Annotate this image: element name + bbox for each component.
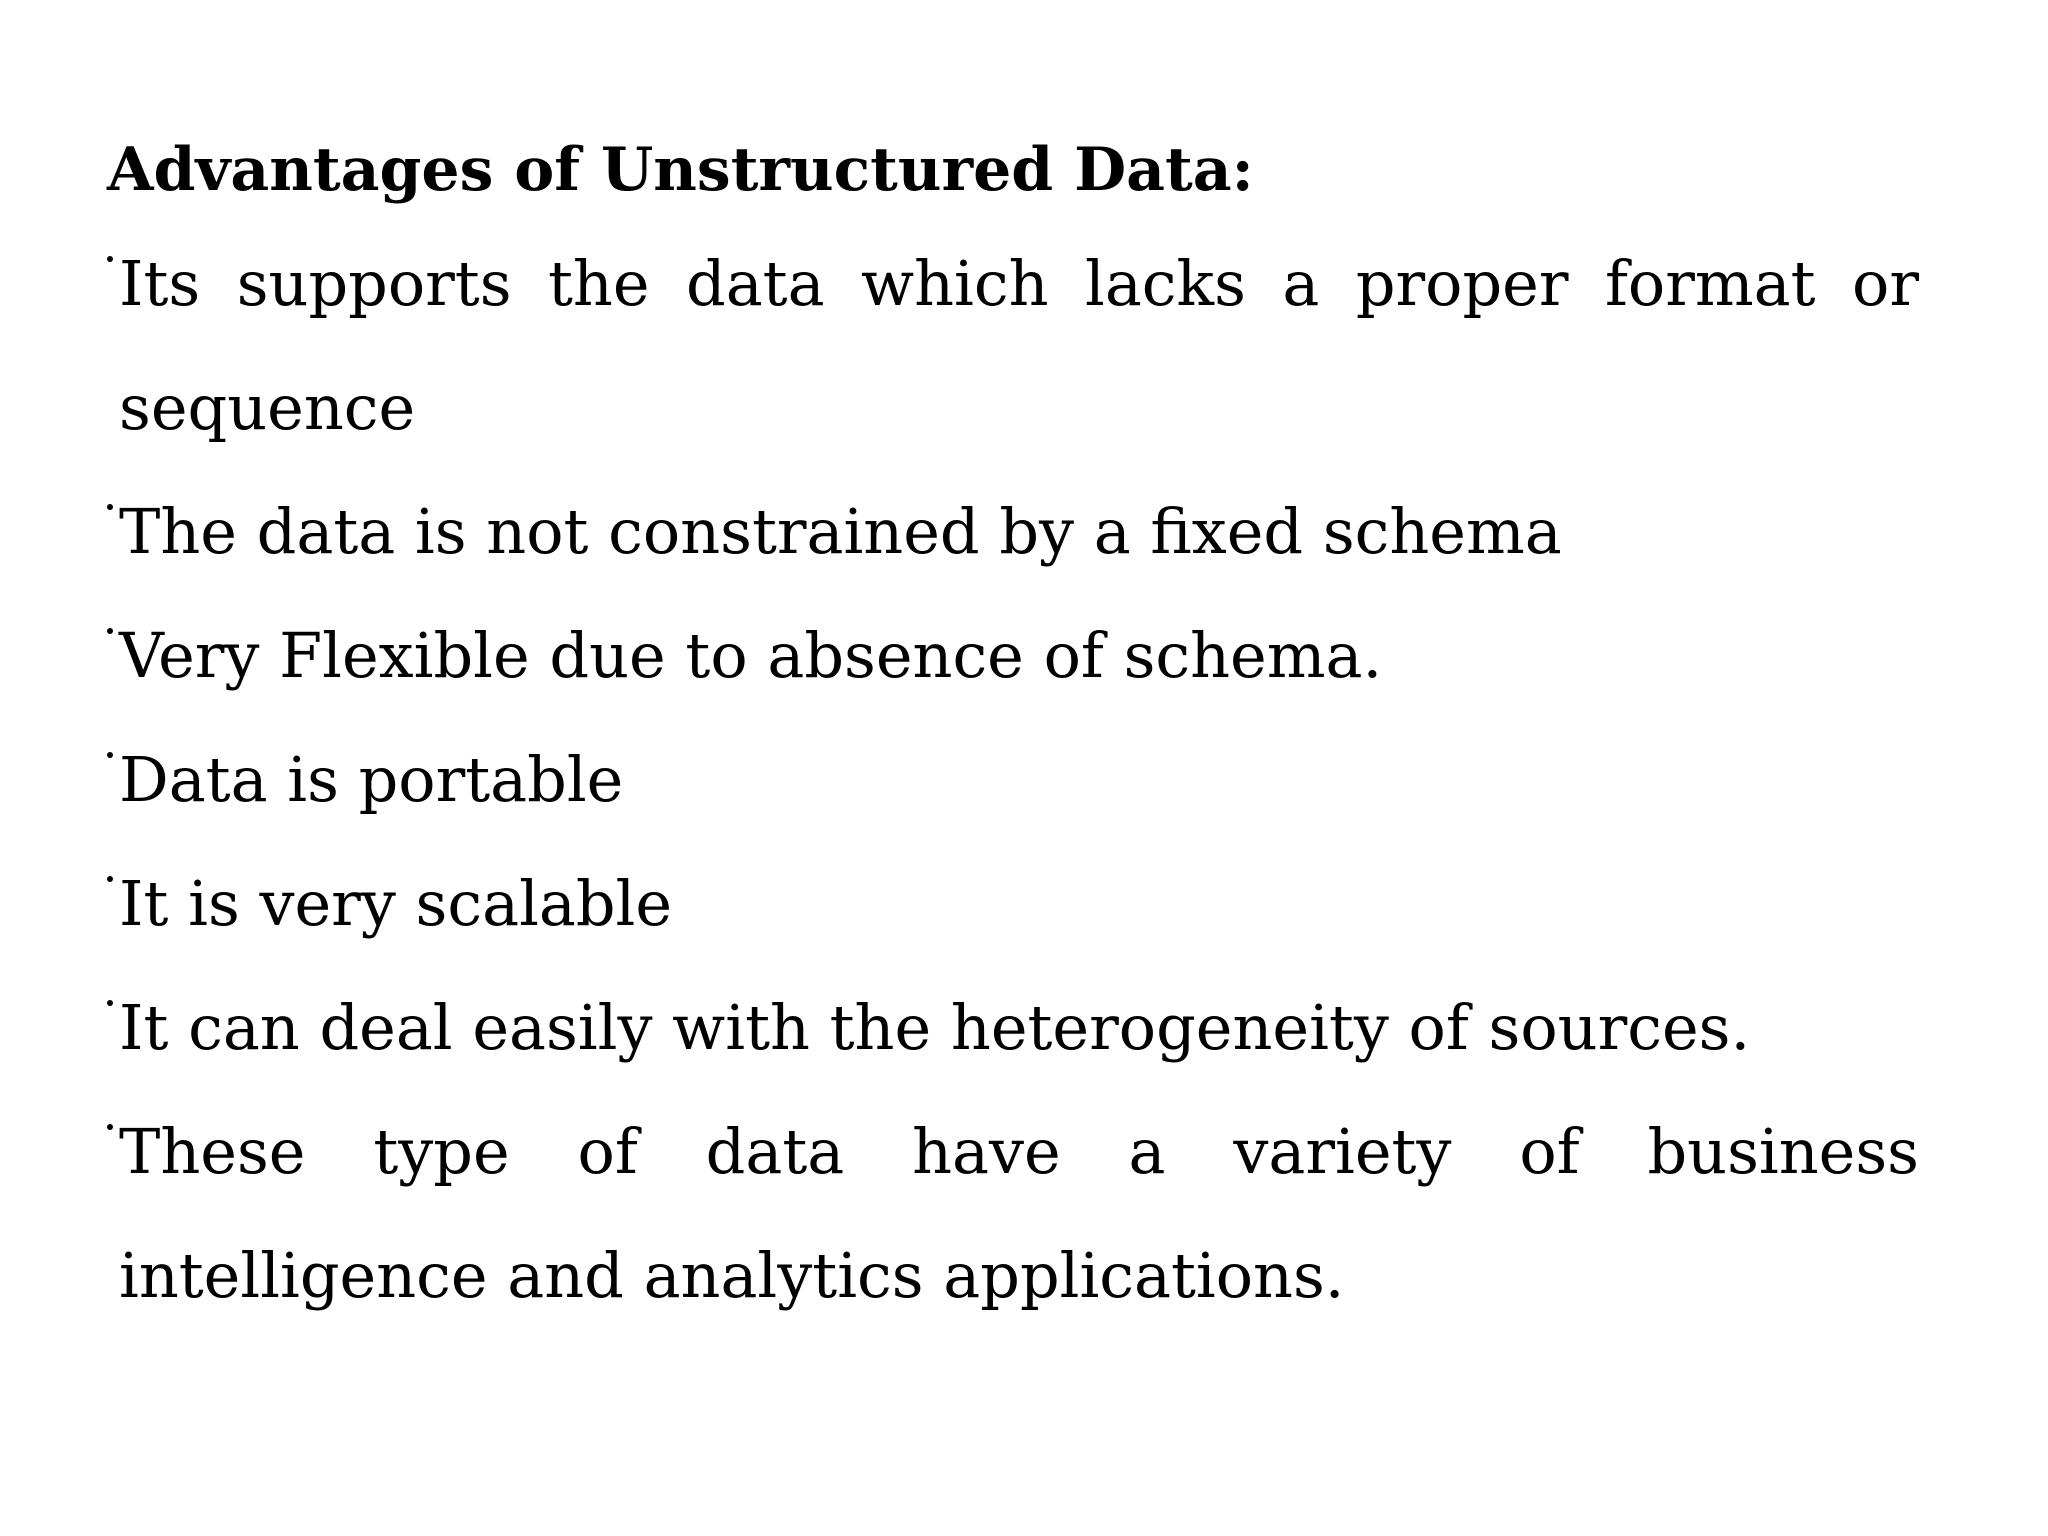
bullet-item [107,1090,1919,1338]
bullet-dot-icon [107,752,113,758]
bullet-text: It can deal easily with the heterogeneity of sources. [119,991,1751,1064]
bullet-dot-icon [107,876,113,882]
bullet-item [107,470,1919,594]
bullet-item [107,594,1919,718]
bullet-list [107,222,1919,1338]
bullet-item [107,718,1919,842]
bullet-item [107,222,1919,470]
bullet-item [107,966,1919,1090]
bullet-dot-icon [107,628,113,634]
bullet-text: These type of data have a variety of business intelligence and analytics applications. [119,1115,1919,1312]
bullet-text: Very Flexible due to absence of schema. [119,619,1383,692]
bullet-dot-icon [107,1124,113,1130]
bullet-text: Data is portable [119,743,624,816]
bullet-dot-icon [107,256,113,262]
bullet-text: Its supports the data which lacks a proper format or sequence [119,247,1919,444]
bullet-dot-icon [107,504,113,510]
bullet-text: It is very scalable [119,867,673,940]
bullet-text: The data is not constrained by a fixed schema [119,495,1562,568]
bullet-dot-icon [107,1000,113,1006]
slide-content [107,118,1919,1338]
bullet-item [107,842,1919,966]
slide-heading: Advantages of Unstructured Data: [107,135,1254,205]
